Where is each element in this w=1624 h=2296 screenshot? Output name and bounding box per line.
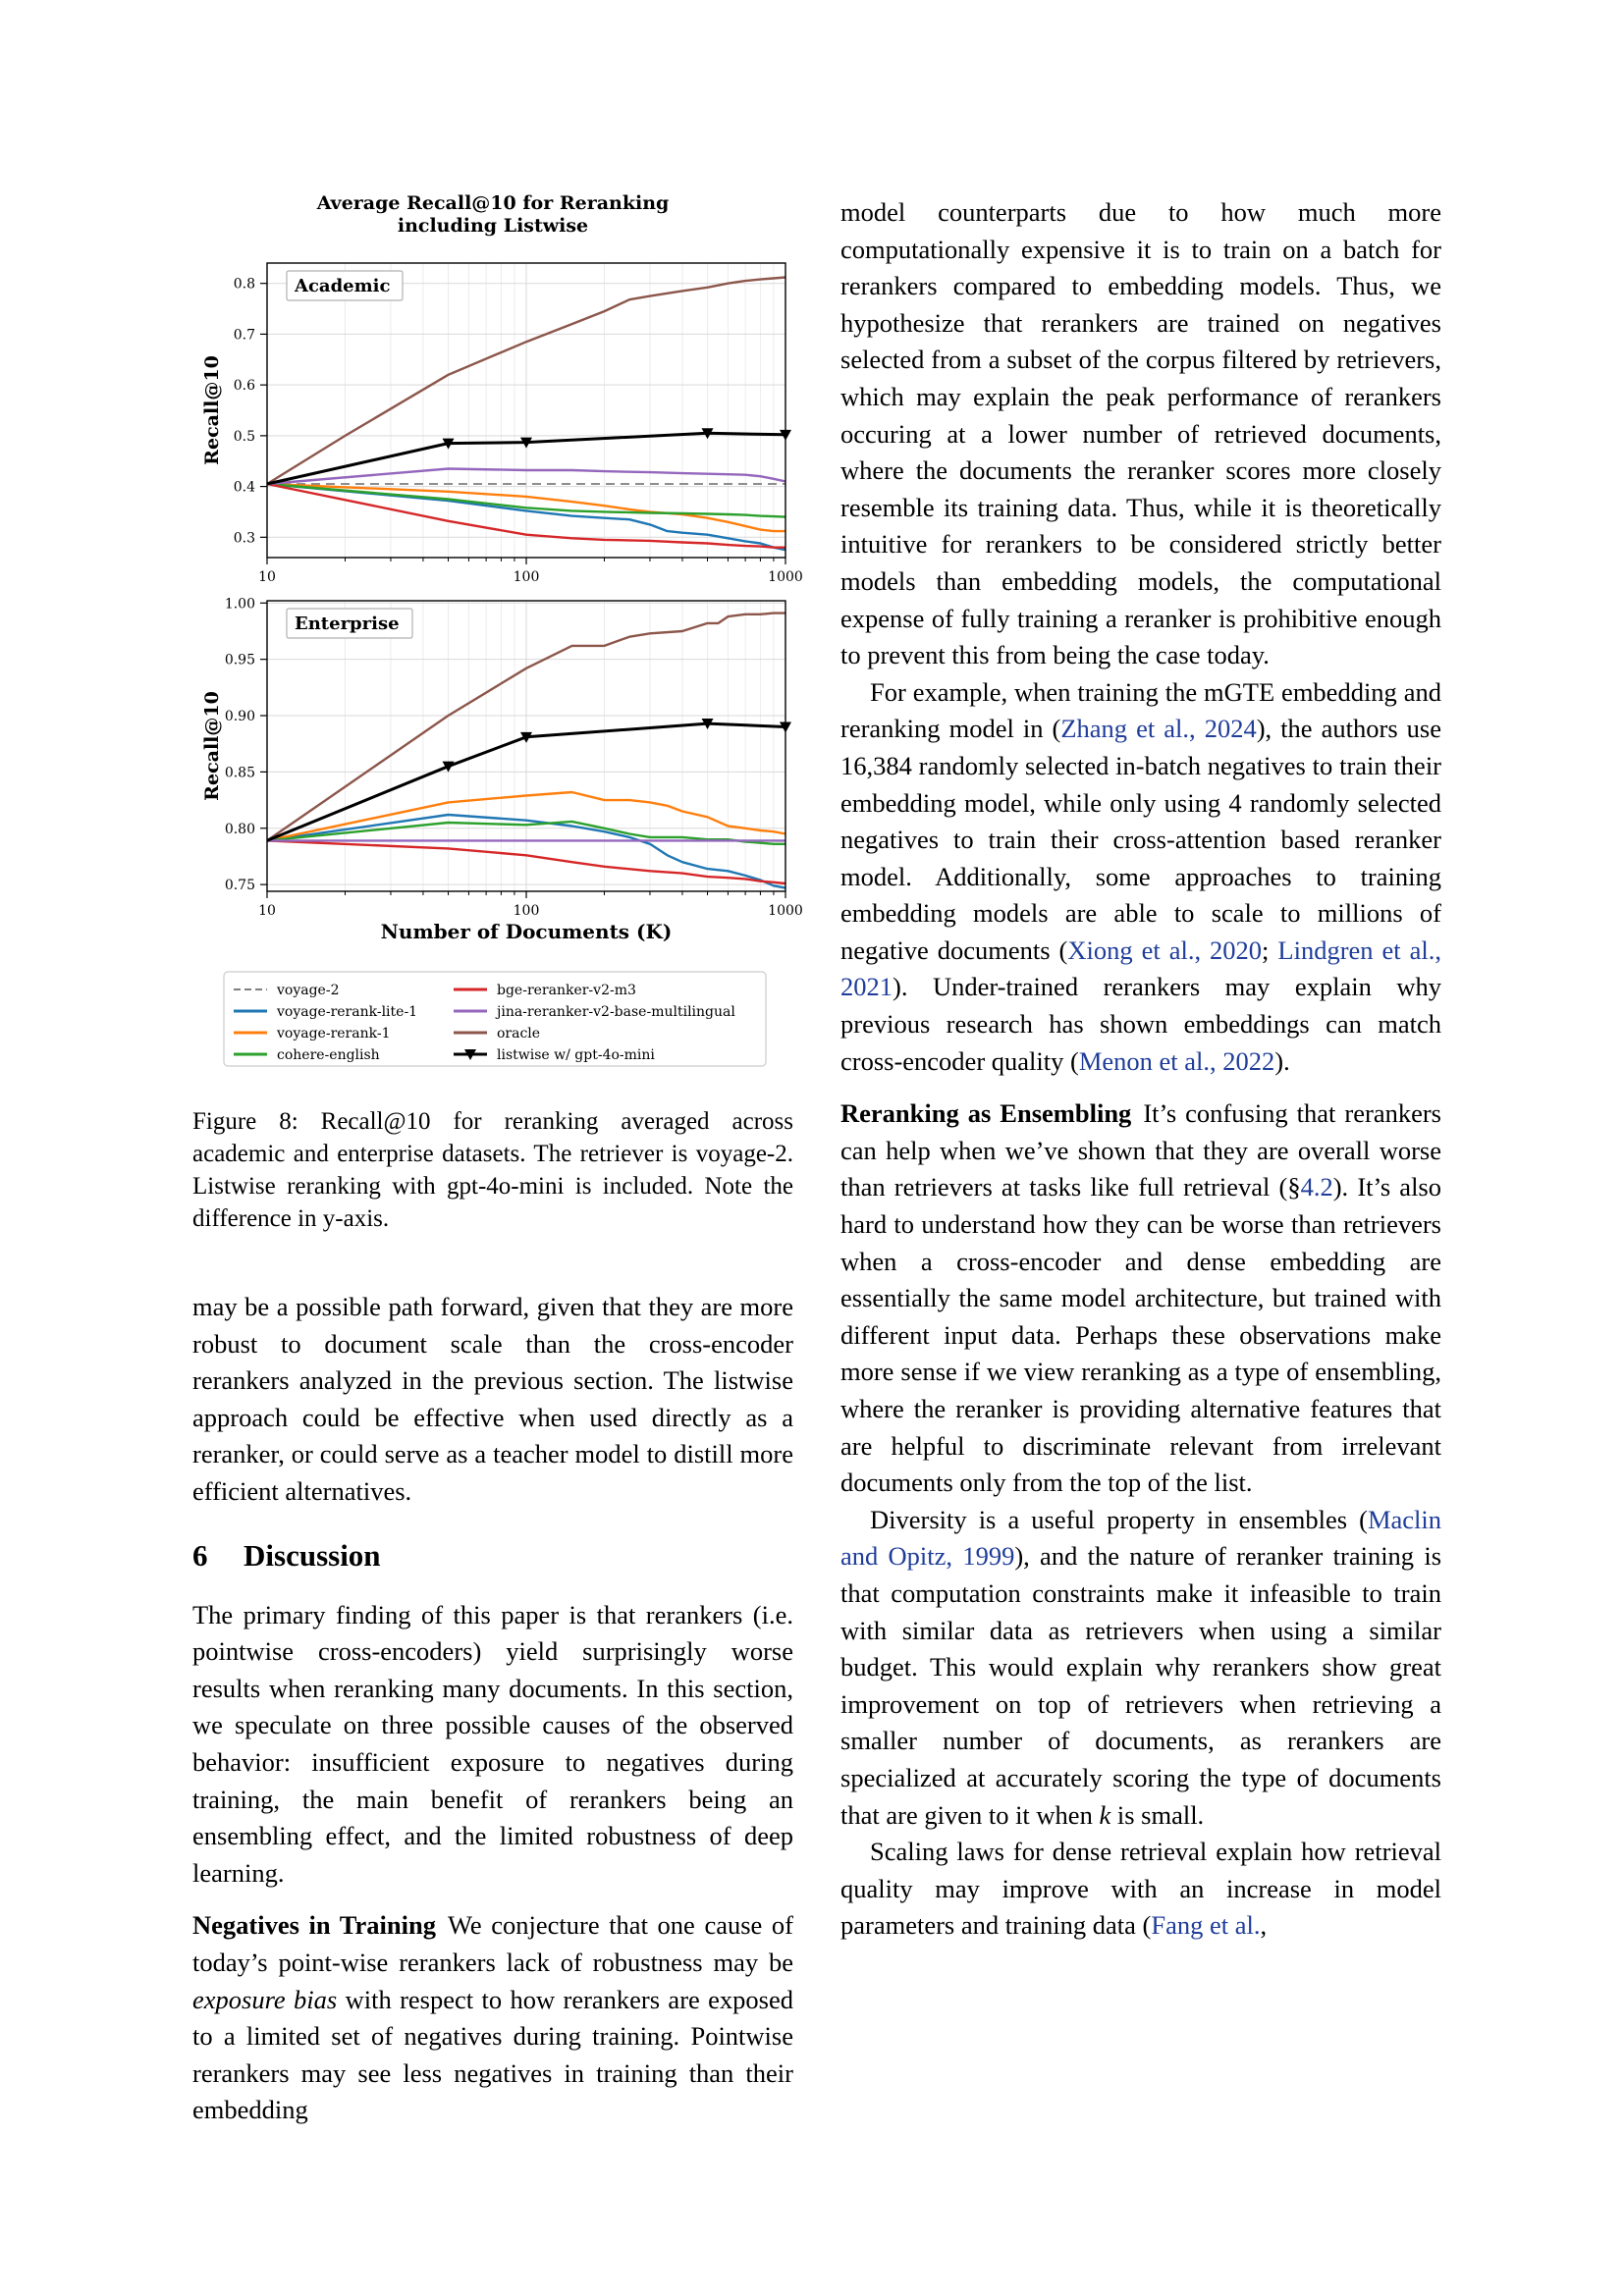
right-paragraph-3 [840,1095,1441,1502]
citation-menon[interactable]: Menon et al., 2022 [1078,1045,1275,1076]
citation-fang[interactable]: Fang et al. [1151,1910,1261,1941]
y-tick-label: 0.80 [224,821,255,837]
y-tick-label: 0.85 [224,765,255,781]
panel-label: Enterprise [295,614,400,634]
left-paragraph-2: The primary finding of this paper is that rerankers (i.e. pointwise cross-encoders) yield surprisingly worse results when reranking many documents. In this section, we speculate on three possible causes of the observed behavior: insufficient exposure to negatives during training, the main benefit of rerankers being an ensembling effect, and the limited robustness of deep learning. [192,1599,793,1888]
citation-lindgren[interactable]: Lindgren et al., 2021 [840,934,1441,1002]
right-paragraph-2-text-d: ). [1274,1045,1290,1076]
left-column [192,1105,793,1235]
recall-chart [187,187,805,1070]
citation-zhang[interactable]: Zhang et al., 2024 [1060,714,1257,744]
chart-title-line-2: including Listwise [397,215,589,237]
legend-label: bge-reranker-v2-m3 [497,983,636,998]
y-axis-label: Recall@10 [201,355,223,465]
exposure-bias-term: exposure bias [192,1984,338,2014]
citation-maclin[interactable]: Maclin and Opitz, 1999 [840,1504,1441,1572]
x-tick-label: 100 [513,903,540,919]
panel-label: Academic [295,276,391,296]
right-paragraph-1: model counterparts due to how much more computationally expensive it is to train on a batch for rerankers compared to embedding models. Thus, we hypothesize that rerankers are trained on negatives selected from a subset of the corpus filtered by retrievers, which may explain the peak performance of rerankers occuring at a lower number of retrieved documents, where the documents the reranker scores more closely resemble its training data. Thus, while it is theoretically intuitive for rerankers to be considered strictly better models than embedding models, the computational expense of fully training a reranker is prohibitive enough to prevent this from being the case today. [840,197,1441,670]
right-paragraph-4-text-b: ), and the nature of reranker training is that computation constraints make it infeasible to train with similar data as retrievers when using a similar budget. This would explain why rerankers show great improvement on top of retrievers when retrieving a smaller number of documents, as rerankers are specialized at accurately scoring the type of documents that are given to it when [840,1541,1442,1830]
figure-caption: Figure 8: Recall@10 for reranking averaged across academic and enterprise datasets. The retriever is voyage-2. Listwise reranking with gpt-4o-mini is included. Note the difference in y-axis. [192,1108,793,1232]
x-tick-label: 1000 [768,903,803,919]
y-tick-label: 0.7 [233,327,255,344]
x-tick-label: 10 [258,569,276,585]
x-tick-label: 100 [513,569,540,585]
right-paragraph-4 [840,1502,1441,1834]
x-tick-label: 1000 [768,569,803,585]
negatives-heading: Negatives in Training [192,1910,436,1941]
y-tick-label: 0.90 [224,709,255,725]
right-paragraph-3-text-a: It’s confusing that rerankers can help when we’ve shown that they are overall worse than retrievers at tasks like full retrieval (§ [840,1098,1441,1202]
y-axis-label: Recall@10 [201,691,223,801]
chart-title-line-1: Average Recall@10 for Reranking [316,192,670,214]
chart-legend [224,972,766,1066]
right-paragraph-5-text-a: Scaling laws for dense retrieval explain how retrieval quality may improve with an increase in model parameters and training data ( [840,1837,1441,1941]
legend-label: jina-reranker-v2-base-multilingual [497,1004,735,1020]
section-ref-4-2[interactable]: 4.2 [1300,1172,1333,1202]
right-paragraph-4-text-a: Diversity is a useful property in ensembles ( [870,1504,1368,1534]
right-paragraph-2-text-c: ). Under-trained rerankers may explain why previous research has shown embeddings can match cross-encoder quality ( [840,972,1441,1076]
legend-label: voyage-rerank-lite-1 [277,1004,418,1020]
x-axis-label: Number of Documents (K) [380,920,673,943]
right-paragraph-2-text-a: For example, when training the mGTE embedding and reranking model in ( [840,676,1441,744]
y-tick-label: 0.8 [233,276,255,293]
right-paragraph-3-text-b: ). It’s also hard to understand how they can be worse than retrievers when a cross-encoder and dense embedding are essentially the same model architecture, but trained with different input data. Perhaps these observations make more sense if we view reranking as a type of ensembling, where the reranker is providing alternative features that are helpful to discriminate relevant from irrelevant documents only from the top of the list. [840,1172,1441,1498]
y-tick-label: 0.3 [233,530,255,547]
panel-enterprise [201,596,803,919]
left-paragraph-3-text-a: We conjecture that one cause of today’s point-wise rerankers lack of robustness may be [192,1910,793,1977]
left-paragraph-3 [192,1907,793,2129]
y-tick-label: 0.4 [233,479,255,496]
section-title: Discussion [244,1537,381,1573]
y-tick-label: 1.00 [224,596,255,613]
legend-label: oracle [497,1026,541,1041]
y-tick-label: 0.6 [233,378,255,395]
left-paragraph-1: may be a possible path forward, given that they are more robust to document scale than the cross-encoder rerankers analyzed in the previous section. The listwise approach could be effective when used directly as a reranker, or could serve as a teacher model to distill more efficient alternatives. [192,1292,793,1506]
right-column [840,194,1441,1945]
right-paragraph-4-text-c: is small. [1110,1799,1205,1830]
citation-separator: ; [1262,934,1278,965]
right-paragraph-5-text-b: , [1260,1910,1268,1941]
y-tick-label: 0.95 [224,652,255,668]
legend-label: voyage-2 [277,983,340,998]
y-tick-label: 0.5 [233,428,255,445]
left-column-body [192,1289,793,2129]
right-paragraph-5 [840,1834,1441,1945]
legend-label: cohere-english [277,1047,380,1063]
left-paragraph-3-text-b: with respect to how rerankers are exposed to a limited set of negatives during training. Pointwise rerankers may see less negatives in training than their embedding [192,1984,793,2125]
right-paragraph-2 [840,674,1441,1081]
panel-academic [201,263,803,585]
y-tick-label: 0.75 [224,878,255,894]
legend-label: listwise w/ gpt-4o-mini [497,1047,655,1063]
figure-8 [187,187,805,1070]
variable-k: k [1099,1799,1111,1830]
x-tick-label: 10 [258,903,276,919]
section-heading [192,1536,793,1575]
ensembling-heading: Reranking as Ensembling [840,1098,1132,1129]
legend-label: voyage-rerank-1 [277,1026,391,1041]
citation-xiong[interactable]: Xiong et al., 2020 [1067,934,1263,965]
right-paragraph-2-text-b: ), the authors use 16,384 randomly selected in-batch negatives to train their embedding model, while only using 4 randomly selected negatives to train their cross-attention based reranker model. Additionally, some approaches to training embedding models are able to scale to millions of negative documents ( [840,714,1441,965]
section-number: 6 [192,1537,208,1573]
